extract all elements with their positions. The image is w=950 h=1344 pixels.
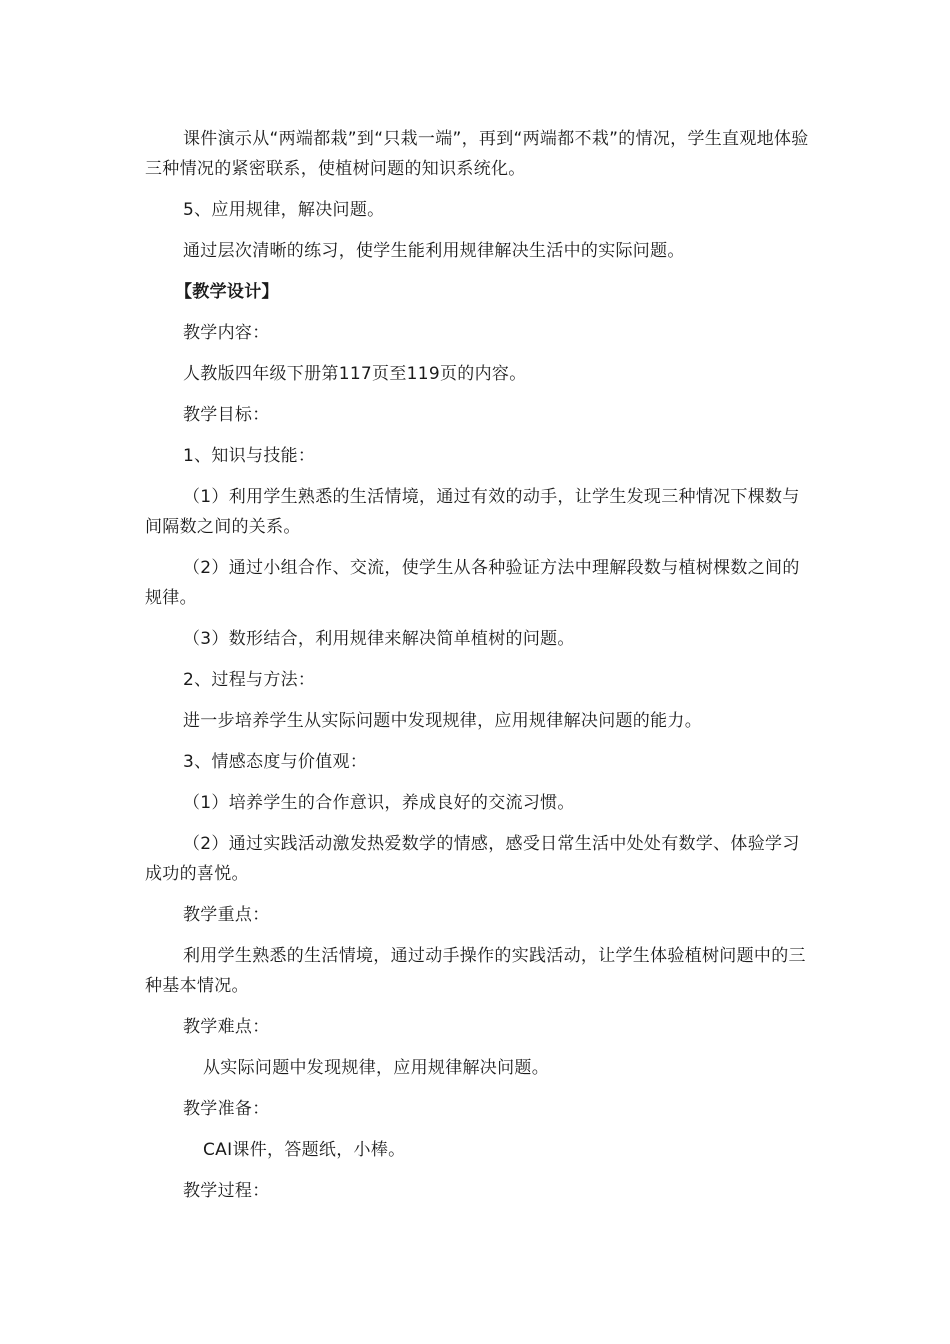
paragraph: （3）数形结合，利用规律来解决简单植树的问题。	[183, 629, 575, 649]
paragraph: （2）通过实践活动激发热爱数学的情感，感受日常生活中处处有数学、体验学习成功的喜悦。	[145, 834, 800, 884]
paragraph: 5、应用规律，解决问题。	[183, 200, 385, 220]
paragraph: 课件演示从“两端都栽”到“只栽一端”，再到“两端都不栽”的情况，学生直观地体验三种情况的紧密联系，使植树问题的知识系统化。	[145, 129, 809, 179]
paragraph: 教学过程：	[183, 1181, 270, 1201]
paragraph: 通过层次清晰的练习，使学生能利用规律解决生活中的实际问题。	[183, 241, 685, 261]
paragraph: 3、情感态度与价值观：	[183, 752, 368, 772]
paragraph: 进一步培养学生从实际问题中发现规律，应用规律解决问题的能力。	[183, 711, 702, 731]
paragraph: （1）利用学生熟悉的生活情境，通过有效的动手，让学生发现三种情况下棵数与间隔数之间的关系。	[145, 487, 800, 537]
section-heading: 【教学设计】	[175, 282, 279, 302]
paragraph: 教学内容：	[183, 323, 270, 343]
paragraph: （2）通过小组合作、交流，使学生从各种验证方法中理解段数与植树棵数之间的规律。	[145, 558, 800, 608]
paragraph: CAI课件，答题纸，小棒。	[203, 1140, 406, 1160]
paragraph: 从实际问题中发现规律，应用规律解决问题。	[203, 1058, 549, 1078]
paragraph: 2、过程与方法：	[183, 670, 316, 690]
paragraph: 教学重点：	[183, 905, 270, 925]
paragraph: 教学难点：	[183, 1017, 270, 1037]
document-body	[145, 124, 810, 1217]
paragraph: 1、知识与技能：	[183, 446, 316, 466]
paragraph: （1）培养学生的合作意识，养成良好的交流习惯。	[183, 793, 575, 813]
paragraph: 教学准备：	[183, 1099, 270, 1119]
paragraph: 利用学生熟悉的生活情境，通过动手操作的实践活动，让学生体验植树问题中的三种基本情况。	[145, 946, 806, 996]
paragraph: 教学目标：	[183, 405, 270, 425]
paragraph: 人教版四年级下册第117页至119页的内容。	[183, 364, 527, 384]
